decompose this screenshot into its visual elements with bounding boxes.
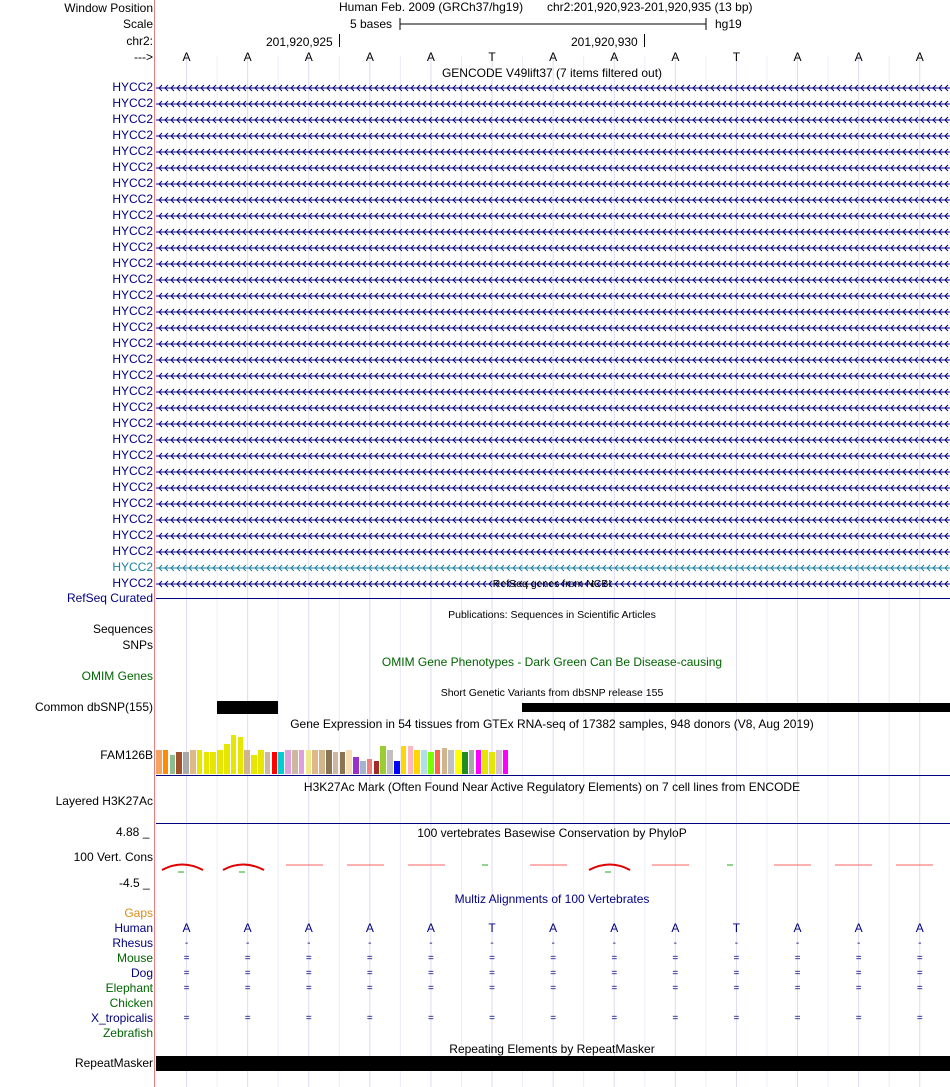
coord-1: 201,920,925 bbox=[266, 35, 333, 49]
gencode-transcript[interactable] bbox=[156, 243, 950, 253]
gencode-transcript[interactable] bbox=[156, 163, 950, 173]
multiz-cell: = bbox=[489, 953, 495, 964]
gencode-transcript[interactable] bbox=[156, 355, 950, 365]
db-text: hg19 bbox=[715, 17, 742, 31]
gencode-transcript[interactable] bbox=[156, 83, 950, 93]
omim-label[interactable]: OMIM Genes bbox=[81, 669, 153, 683]
multiz-species-label[interactable]: Human bbox=[114, 921, 153, 935]
multiz-cell: = bbox=[244, 1013, 251, 1024]
gencode-transcript[interactable] bbox=[156, 419, 950, 429]
multiz-cell: - bbox=[918, 938, 922, 949]
gtex-bar[interactable] bbox=[217, 750, 223, 774]
scale-label: Scale bbox=[122, 17, 153, 31]
multiz-cell: = bbox=[672, 953, 679, 964]
gencode-item-label[interactable]: HYCC2 bbox=[112, 192, 153, 206]
base-letter: A bbox=[365, 50, 374, 64]
repeatmasker-element[interactable] bbox=[156, 1056, 950, 1071]
gtex-bar[interactable] bbox=[265, 752, 271, 774]
multiz-cell: A bbox=[426, 921, 435, 935]
multiz-cell: = bbox=[855, 1013, 862, 1024]
gtex-bar[interactable] bbox=[503, 750, 509, 774]
gtex-bar[interactable] bbox=[489, 752, 495, 774]
multiz-cell: = bbox=[611, 1013, 618, 1024]
multiz-cell: = bbox=[916, 1013, 923, 1024]
publications-label-sequences[interactable]: Sequences bbox=[92, 622, 153, 636]
multiz-species-label[interactable]: Zebrafish bbox=[102, 1026, 153, 1040]
gtex-bar[interactable] bbox=[210, 752, 216, 774]
coord-tick-2 bbox=[644, 34, 645, 47]
multiz-cell: = bbox=[733, 953, 740, 964]
gtex-bar[interactable] bbox=[231, 735, 237, 774]
base-letter: T bbox=[488, 50, 496, 64]
multiz-cell: = bbox=[305, 968, 312, 979]
multiz-cell: = bbox=[183, 1013, 190, 1024]
gtex-bar[interactable] bbox=[258, 750, 264, 774]
multiz-cell: = bbox=[366, 983, 373, 994]
gencode-item-label[interactable]: HYCC2 bbox=[112, 496, 153, 510]
gtex-bar[interactable] bbox=[170, 755, 176, 774]
gencode-transcript[interactable] bbox=[156, 147, 950, 157]
multiz-cell: = bbox=[794, 953, 801, 964]
gencode-transcript[interactable] bbox=[156, 547, 950, 557]
gencode-item-label[interactable]: HYCC2 bbox=[112, 96, 153, 110]
gtex-bar[interactable] bbox=[421, 750, 427, 774]
gtex-bar[interactable] bbox=[462, 752, 468, 774]
multiz-cell: - bbox=[795, 938, 800, 949]
multiz-cell: T bbox=[732, 921, 741, 935]
gtex-bar[interactable] bbox=[333, 752, 339, 774]
multiz-species-label[interactable]: Chicken bbox=[109, 996, 153, 1010]
gtex-bar[interactable] bbox=[380, 746, 386, 774]
gtex-bar-chart[interactable] bbox=[156, 731, 536, 774]
cons-label[interactable]: 100 Vert. Cons bbox=[73, 850, 153, 864]
multiz-cell: = bbox=[305, 953, 312, 964]
multiz-species-label[interactable]: Mouse bbox=[116, 951, 153, 965]
gencode-transcript[interactable] bbox=[156, 339, 950, 349]
multiz-species-label[interactable]: Rhesus bbox=[112, 936, 153, 950]
multiz-cell: = bbox=[183, 968, 190, 979]
gtex-bar[interactable] bbox=[156, 750, 162, 774]
gtex-bar[interactable] bbox=[414, 750, 420, 774]
base-letter: A bbox=[182, 50, 191, 64]
gencode-item-label[interactable]: HYCC2 bbox=[112, 576, 153, 590]
multiz-cell: = bbox=[183, 953, 190, 964]
multiz-cell: - bbox=[551, 938, 555, 949]
gtex-bar[interactable] bbox=[183, 752, 189, 774]
omim-track-title: OMIM Gene Phenotypes - Dark Green Can Be Disease-causing bbox=[381, 655, 723, 669]
window-position-label: Window Position bbox=[64, 1, 153, 15]
multiz-cell: = bbox=[611, 953, 618, 964]
gencode-item-label[interactable]: HYCC2 bbox=[112, 320, 153, 334]
gencode-item-label[interactable]: HYCC2 bbox=[112, 512, 153, 526]
gencode-item-label[interactable]: HYCC2 bbox=[112, 176, 153, 190]
gencode-item-label[interactable]: HYCC2 bbox=[112, 240, 153, 254]
base-letter: T bbox=[732, 50, 741, 64]
gencode-item-label[interactable]: HYCC2 bbox=[112, 160, 153, 174]
gencode-transcript[interactable] bbox=[156, 227, 950, 237]
gtex-bar[interactable] bbox=[442, 748, 448, 774]
multiz-cell: A bbox=[304, 921, 313, 935]
multiz-cell: = bbox=[794, 1013, 801, 1024]
publications-label-snps[interactable]: SNPs bbox=[122, 638, 153, 652]
gtex-bar[interactable] bbox=[448, 750, 454, 774]
multiz-cell: = bbox=[794, 983, 801, 994]
cons-wiggle[interactable] bbox=[156, 855, 950, 877]
gtex-bar[interactable] bbox=[176, 752, 182, 774]
gtex-bar[interactable] bbox=[428, 752, 434, 774]
gtex-bar[interactable] bbox=[299, 750, 305, 774]
gencode-item-label[interactable]: HYCC2 bbox=[112, 448, 153, 462]
gencode-item-label[interactable]: HYCC2 bbox=[112, 544, 153, 558]
gencode-transcript[interactable] bbox=[156, 307, 950, 317]
multiz-cell: - bbox=[429, 938, 433, 949]
chr-label: chr2: bbox=[126, 34, 153, 48]
gtex-bar[interactable] bbox=[408, 746, 414, 774]
multiz-cell: = bbox=[489, 968, 495, 979]
multiz-cell: A bbox=[182, 921, 191, 935]
gencode-item-label[interactable]: HYCC2 bbox=[112, 400, 153, 414]
multiz-cell: = bbox=[305, 1013, 312, 1024]
multiz-cell: = bbox=[611, 983, 618, 994]
gencode-item-label[interactable]: HYCC2 bbox=[112, 272, 153, 286]
multiz-cell: - bbox=[673, 938, 678, 949]
cons-track-title: 100 vertebrates Basewise Conservation by PhyloP bbox=[417, 826, 687, 840]
multiz-cell: A bbox=[610, 921, 619, 935]
gencode-transcript[interactable] bbox=[156, 195, 950, 205]
gtex-baseline bbox=[156, 775, 950, 776]
gencode-item-label[interactable]: HYCC2 bbox=[112, 144, 153, 158]
dbsnp-variant[interactable] bbox=[217, 701, 278, 714]
multiz-cell: - bbox=[245, 938, 250, 949]
multiz-cell: = bbox=[611, 968, 618, 979]
gtex-bar[interactable] bbox=[374, 761, 380, 774]
gencode-transcript[interactable] bbox=[156, 451, 950, 461]
multiz-cell: = bbox=[916, 968, 923, 979]
multiz-cell: A bbox=[243, 921, 252, 935]
gtex-bar[interactable] bbox=[401, 746, 407, 774]
base-letter: A bbox=[610, 50, 619, 64]
multiz-cell: = bbox=[550, 953, 557, 964]
gtex-label[interactable]: FAM126B bbox=[100, 748, 153, 762]
base-letter: A bbox=[854, 50, 863, 64]
gencode-transcript[interactable] bbox=[156, 115, 950, 125]
multiz-cell: = bbox=[916, 983, 923, 994]
multiz-cell: = bbox=[733, 968, 740, 979]
multiz-cell: A bbox=[915, 921, 924, 935]
multiz-cell: = bbox=[305, 983, 312, 994]
label-divider bbox=[154, 0, 155, 1087]
dbsnp-label[interactable]: Common dbSNP(155) bbox=[34, 700, 153, 714]
multiz-cell: = bbox=[244, 953, 251, 964]
gtex-bar[interactable] bbox=[278, 752, 284, 774]
gtex-bar[interactable] bbox=[346, 750, 352, 774]
multiz-cell: - bbox=[307, 938, 311, 949]
base-letter: A bbox=[671, 50, 680, 64]
multiz-cell: = bbox=[550, 968, 557, 979]
gtex-bar[interactable] bbox=[360, 761, 366, 774]
gencode-item-label[interactable]: HYCC2 bbox=[112, 384, 153, 398]
gencode-item-label[interactable]: HYCC2 bbox=[112, 224, 153, 238]
multiz-cell: = bbox=[366, 968, 373, 979]
gencode-transcript[interactable] bbox=[156, 291, 950, 301]
multiz-species-label[interactable]: Elephant bbox=[105, 981, 153, 995]
gtex-track-title: Gene Expression in 54 tissues from GTEx RNA-seq of 17382 samples, 948 donors (V8, Aug 2019) bbox=[290, 717, 814, 731]
h3k27ac-track-title: H3K27Ac Mark (Often Found Near Active Regulatory Elements) on 7 cell lines from ENCODE bbox=[303, 780, 801, 794]
multiz-cell: - bbox=[184, 938, 189, 949]
gencode-track-title: GENCODE V49lift37 (7 items filtered out) bbox=[441, 66, 663, 80]
gencode-item-label[interactable]: HYCC2 bbox=[112, 352, 153, 366]
multiz-species-label[interactable]: X_tropicalis bbox=[90, 1011, 153, 1025]
multiz-cell: = bbox=[672, 1013, 679, 1024]
gtex-bar[interactable] bbox=[285, 750, 291, 774]
gtex-bar[interactable] bbox=[367, 759, 373, 774]
gtex-bar[interactable] bbox=[224, 744, 230, 774]
multiz-cell: = bbox=[733, 1013, 740, 1024]
h3k27ac-label[interactable]: Layered H3K27Ac bbox=[55, 794, 153, 808]
cons-min-label: -4.5 _ bbox=[119, 876, 150, 890]
multiz-cell: = bbox=[794, 968, 801, 979]
assembly-text: Human Feb. 2009 (GRCh37/hg19) bbox=[339, 0, 524, 14]
gtex-bar[interactable] bbox=[312, 750, 318, 774]
multiz-gaps-label[interactable]: Gaps bbox=[124, 906, 153, 920]
gencode-item-label[interactable]: HYCC2 bbox=[112, 112, 153, 126]
gtex-bar[interactable] bbox=[435, 750, 441, 774]
gencode-transcript[interactable] bbox=[156, 483, 950, 493]
multiz-cell: = bbox=[672, 983, 679, 994]
gtex-bar[interactable] bbox=[496, 750, 502, 774]
gencode-transcript[interactable] bbox=[156, 371, 950, 381]
coord-2: 201,920,930 bbox=[571, 35, 638, 49]
gtex-bar[interactable] bbox=[476, 750, 482, 774]
gencode-item-label[interactable]: HYCC2 bbox=[112, 368, 153, 382]
gencode-item-label[interactable]: HYCC2 bbox=[112, 80, 153, 94]
scale-text: 5 bases bbox=[350, 17, 393, 31]
h3k27ac-line bbox=[156, 823, 950, 824]
multiz-cell: = bbox=[916, 953, 923, 964]
multiz-cell: = bbox=[244, 983, 251, 994]
gencode-transcript[interactable] bbox=[156, 259, 950, 269]
multiz-cell: = bbox=[489, 1013, 495, 1024]
gencode-item-label[interactable]: HYCC2 bbox=[112, 480, 153, 494]
gencode-transcript[interactable] bbox=[156, 323, 950, 333]
multiz-cell: = bbox=[244, 968, 251, 979]
gtex-bar[interactable] bbox=[197, 750, 203, 774]
gencode-transcript[interactable] bbox=[156, 99, 950, 109]
multiz-cell: A bbox=[365, 921, 374, 935]
multiz-species-label[interactable]: Dog bbox=[130, 966, 153, 980]
multiz-cell: A bbox=[549, 921, 558, 935]
strand-label: ---> bbox=[134, 50, 153, 64]
gtex-bar[interactable] bbox=[353, 757, 359, 774]
multiz-cell: = bbox=[550, 983, 557, 994]
gtex-bar[interactable] bbox=[244, 750, 250, 774]
gtex-bar[interactable] bbox=[455, 750, 461, 774]
multiz-cell: = bbox=[428, 953, 434, 964]
multiz-cell: = bbox=[672, 968, 679, 979]
gtex-bar[interactable] bbox=[387, 750, 393, 774]
multiz-cell: = bbox=[183, 983, 190, 994]
gtex-bar[interactable] bbox=[272, 752, 278, 774]
gtex-bar[interactable] bbox=[204, 752, 210, 774]
gencode-transcript[interactable] bbox=[156, 531, 950, 541]
gencode-transcript[interactable] bbox=[156, 211, 950, 221]
gencode-item-label[interactable]: HYCC2 bbox=[112, 128, 153, 142]
gtex-bar[interactable] bbox=[163, 750, 169, 774]
cons-max-label: 4.88 _ bbox=[116, 825, 150, 839]
multiz-track-title: Multiz Alignments of 100 Vertebrates bbox=[454, 892, 650, 906]
multiz-cell: = bbox=[428, 1013, 434, 1024]
gencode-item-label[interactable]: HYCC2 bbox=[112, 304, 153, 318]
gencode-item-label[interactable]: HYCC2 bbox=[112, 528, 153, 542]
gencode-item-label[interactable]: HYCC2 bbox=[112, 336, 153, 350]
multiz-cell: = bbox=[550, 1013, 557, 1024]
multiz-cell: = bbox=[366, 953, 373, 964]
gencode-item-label[interactable]: HYCC2 bbox=[112, 288, 153, 302]
repeatmasker-label[interactable]: RepeatMasker bbox=[74, 1056, 153, 1070]
position-text: chr2:201,920,923-201,920,935 (13 bp) bbox=[547, 0, 753, 14]
gtex-bar[interactable] bbox=[292, 750, 298, 774]
refseq-line[interactable] bbox=[156, 598, 950, 599]
multiz-cell: = bbox=[855, 968, 862, 979]
multiz-cell: = bbox=[733, 983, 740, 994]
gencode-transcript[interactable] bbox=[156, 435, 950, 445]
base-letter: A bbox=[304, 50, 313, 64]
gencode-transcript[interactable] bbox=[156, 563, 950, 573]
gencode-transcript[interactable] bbox=[156, 179, 950, 189]
gtex-bar[interactable] bbox=[394, 761, 400, 774]
gtex-bar[interactable] bbox=[238, 737, 244, 774]
gencode-item-label[interactable]: HYCC2 bbox=[112, 208, 153, 222]
gencode-transcript[interactable] bbox=[156, 467, 950, 477]
repeatmasker-track-title: Repeating Elements by RepeatMasker bbox=[449, 1042, 655, 1056]
base-letter: A bbox=[793, 50, 802, 64]
dbsnp-track-title: Short Genetic Variants from dbSNP release 155 bbox=[440, 687, 664, 699]
multiz-cell: = bbox=[855, 983, 862, 994]
multiz-cell: = bbox=[855, 953, 862, 964]
gencode-item-label[interactable]: HYCC2 bbox=[112, 560, 153, 574]
gencode-item-label[interactable]: HYCC2 bbox=[112, 432, 153, 446]
multiz-cell: = bbox=[428, 968, 434, 979]
multiz-cell: - bbox=[856, 938, 861, 949]
base-letter: A bbox=[426, 50, 435, 64]
multiz-cell: = bbox=[428, 983, 434, 994]
multiz-cell: - bbox=[368, 938, 372, 949]
base-letter: A bbox=[243, 50, 252, 64]
multiz-cell: - bbox=[490, 938, 494, 949]
dbsnp-variant[interactable] bbox=[522, 703, 950, 712]
gencode-transcript[interactable] bbox=[156, 131, 950, 141]
gencode-transcript[interactable] bbox=[156, 499, 950, 509]
gencode-transcript[interactable] bbox=[156, 275, 950, 285]
gtex-bar[interactable] bbox=[482, 750, 488, 774]
multiz-cell: = bbox=[489, 983, 495, 994]
multiz-cell: - bbox=[734, 938, 739, 949]
base-letter: A bbox=[549, 50, 558, 64]
publications-track-title: Publications: Sequences in Scientific Articles bbox=[448, 609, 656, 621]
gencode-item-label[interactable]: HYCC2 bbox=[112, 464, 153, 478]
gtex-bar[interactable] bbox=[251, 755, 257, 774]
gtex-bar[interactable] bbox=[190, 750, 196, 774]
gtex-bar[interactable] bbox=[469, 750, 475, 774]
gtex-bar[interactable] bbox=[306, 750, 312, 774]
multiz-cell: A bbox=[854, 921, 863, 935]
multiz-cell: = bbox=[366, 1013, 373, 1024]
gtex-bar[interactable] bbox=[340, 752, 346, 774]
gencode-item-label[interactable]: HYCC2 bbox=[112, 416, 153, 430]
multiz-cell: A bbox=[671, 921, 680, 935]
gencode-transcript[interactable] bbox=[156, 387, 950, 397]
refseq-label[interactable]: RefSeq Curated bbox=[66, 591, 153, 605]
multiz-cell: T bbox=[488, 921, 496, 935]
gencode-transcript[interactable] bbox=[156, 515, 950, 525]
scale-bar bbox=[398, 16, 710, 32]
gtex-bar[interactable] bbox=[326, 750, 332, 774]
gencode-item-label[interactable]: HYCC2 bbox=[112, 256, 153, 270]
gtex-bar[interactable] bbox=[319, 750, 325, 774]
refseq-track-title: RefSeq genes from NCBI bbox=[492, 578, 612, 590]
coord-tick-1 bbox=[339, 34, 340, 47]
multiz-cell: A bbox=[793, 921, 802, 935]
base-letter: A bbox=[915, 50, 924, 64]
multiz-cell: - bbox=[612, 938, 616, 949]
gencode-transcript[interactable] bbox=[156, 403, 950, 413]
